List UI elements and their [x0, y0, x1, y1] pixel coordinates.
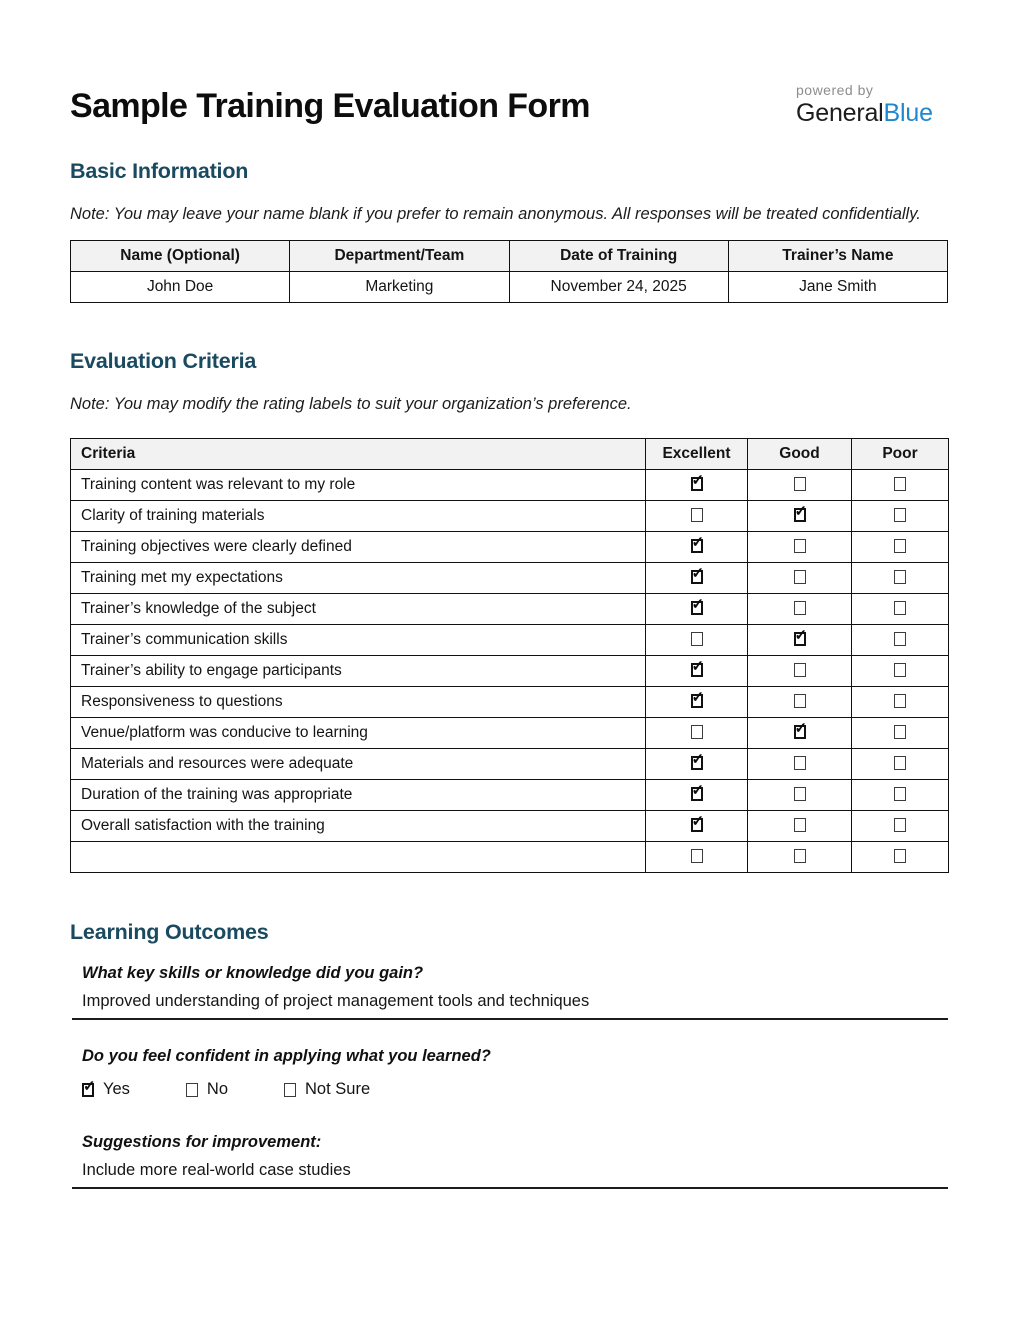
good-checkbox[interactable] — [794, 570, 806, 584]
learning-outcomes-section — [70, 920, 948, 1189]
column-header-department: Department/Team — [290, 241, 509, 272]
column-header-criteria: Criteria — [71, 439, 646, 470]
rating-cell-poor — [852, 625, 949, 656]
rating-cell-poor — [852, 811, 949, 842]
poor-checkbox[interactable] — [894, 849, 906, 863]
rating-cell-poor — [852, 470, 949, 501]
generalblue-logo — [796, 82, 948, 128]
column-header-name: Name (Optional) — [71, 241, 290, 272]
rating-cell-good — [748, 811, 852, 842]
poor-checkbox[interactable] — [894, 477, 906, 491]
criteria-label: Trainer’s ability to engage participants — [71, 656, 646, 687]
excellent-checkbox[interactable] — [691, 694, 703, 708]
confidence-question-block — [72, 1047, 948, 1099]
rating-cell-excellent — [646, 749, 748, 780]
logo-general-text: General — [796, 99, 884, 127]
skills-answer-field[interactable] — [72, 992, 948, 1020]
name-field[interactable]: John Doe — [71, 272, 290, 303]
suggestions-question: Suggestions for improvement: — [82, 1133, 322, 1151]
poor-checkbox[interactable] — [894, 663, 906, 677]
rating-cell-good — [748, 842, 852, 873]
good-checkbox[interactable] — [794, 663, 806, 677]
excellent-checkbox[interactable] — [691, 570, 703, 584]
criteria-label: Trainer’s knowledge of the subject — [71, 594, 646, 625]
column-header-trainer: Trainer’s Name — [728, 241, 947, 272]
rating-cell-poor — [852, 749, 949, 780]
powered-by-text: powered by — [796, 82, 874, 98]
excellent-checkbox[interactable] — [691, 725, 703, 739]
rating-cell-excellent — [646, 594, 748, 625]
rating-cell-poor — [852, 718, 949, 749]
suggestions-answer-field[interactable] — [72, 1161, 948, 1189]
skills-question-block — [72, 964, 948, 1020]
criteria-table-row — [71, 718, 949, 749]
logo-blue-text: Blue — [883, 99, 933, 127]
criteria-table-row — [71, 532, 949, 563]
criteria-label: Training met my expectations — [71, 563, 646, 594]
excellent-checkbox[interactable] — [691, 477, 703, 491]
excellent-checkbox[interactable] — [691, 818, 703, 832]
good-checkbox[interactable] — [794, 694, 806, 708]
rating-cell-good — [748, 718, 852, 749]
criteria-table-row — [71, 625, 949, 656]
criteria-label: Trainer’s communication skills — [71, 625, 646, 656]
criteria-table-header-row — [71, 439, 949, 470]
poor-checkbox[interactable] — [894, 756, 906, 770]
rating-cell-excellent — [646, 532, 748, 563]
rating-cell-poor — [852, 687, 949, 718]
info-table-header-row — [71, 241, 948, 272]
criteria-table-row — [71, 811, 949, 842]
excellent-checkbox[interactable] — [691, 787, 703, 801]
rating-cell-good — [748, 594, 852, 625]
poor-checkbox[interactable] — [894, 601, 906, 615]
evaluation-criteria-section — [70, 349, 948, 873]
rating-cell-good — [748, 563, 852, 594]
good-checkbox[interactable] — [794, 477, 806, 491]
good-checkbox[interactable] — [794, 725, 806, 739]
criteria-table-row — [71, 470, 949, 501]
option-checkbox[interactable] — [284, 1083, 296, 1097]
training-date-field[interactable]: November 24, 2025 — [509, 272, 728, 303]
learning-outcomes-heading: Learning Outcomes — [70, 920, 269, 944]
poor-checkbox[interactable] — [894, 725, 906, 739]
good-checkbox[interactable] — [794, 756, 806, 770]
excellent-checkbox[interactable] — [691, 539, 703, 553]
suggestions-answer-text: Include more real-world case studies — [82, 1161, 351, 1179]
option-label: Yes — [103, 1080, 130, 1098]
basic-information-section — [70, 159, 948, 303]
column-header-date: Date of Training — [509, 241, 728, 272]
criteria-table-row — [71, 842, 949, 873]
criteria-table-row — [71, 780, 949, 811]
evaluation-criteria-note: Note: You may modify the rating labels to suit your organization’s preference. — [70, 395, 632, 413]
confidence-options — [72, 1080, 948, 1099]
poor-checkbox[interactable] — [894, 508, 906, 522]
rating-cell-excellent — [646, 780, 748, 811]
criteria-table-row — [71, 501, 949, 532]
criteria-table-row — [71, 656, 949, 687]
rating-cell-poor — [852, 842, 949, 873]
skills-question: What key skills or knowledge did you gain? — [82, 964, 424, 982]
option-label: No — [206, 1080, 229, 1098]
rating-cell-good — [748, 470, 852, 501]
confidence-option[interactable] — [186, 1080, 228, 1099]
rating-cell-excellent — [646, 687, 748, 718]
good-checkbox[interactable] — [794, 818, 806, 832]
column-header-good: Good — [748, 439, 852, 470]
rating-cell-excellent — [646, 563, 748, 594]
criteria-label: Training objectives were clearly defined — [71, 532, 646, 563]
good-checkbox[interactable] — [794, 539, 806, 553]
rating-cell-poor — [852, 594, 949, 625]
rating-cell-excellent — [646, 501, 748, 532]
rating-cell-excellent — [646, 470, 748, 501]
trainer-name-field[interactable]: Jane Smith — [728, 272, 947, 303]
excellent-checkbox[interactable] — [691, 663, 703, 677]
good-checkbox[interactable] — [794, 849, 806, 863]
rating-cell-good — [748, 501, 852, 532]
page-title: Sample Training Evaluation Form — [70, 87, 590, 125]
basic-information-heading: Basic Information — [70, 159, 249, 183]
excellent-checkbox[interactable] — [691, 849, 703, 863]
rating-cell-poor — [852, 656, 949, 687]
rating-cell-excellent — [646, 811, 748, 842]
rating-cell-good — [748, 532, 852, 563]
good-checkbox[interactable] — [794, 632, 806, 646]
rating-cell-excellent — [646, 625, 748, 656]
excellent-checkbox[interactable] — [691, 601, 703, 615]
good-checkbox[interactable] — [794, 601, 806, 615]
evaluation-criteria-heading: Evaluation Criteria — [70, 349, 257, 373]
evaluation-criteria-table — [70, 438, 949, 873]
criteria-label: Venue/platform was conducive to learning — [71, 718, 646, 749]
poor-checkbox[interactable] — [894, 787, 906, 801]
rating-cell-good — [748, 656, 852, 687]
poor-checkbox[interactable] — [894, 632, 906, 646]
excellent-checkbox[interactable] — [691, 756, 703, 770]
criteria-label: Training content was relevant to my role — [71, 470, 646, 501]
rating-cell-excellent — [646, 656, 748, 687]
poor-checkbox[interactable] — [894, 694, 906, 708]
criteria-table-row — [71, 594, 949, 625]
good-checkbox[interactable] — [794, 508, 806, 522]
option-checkbox[interactable] — [82, 1083, 94, 1097]
criteria-label — [71, 842, 646, 873]
good-checkbox[interactable] — [794, 787, 806, 801]
rating-cell-good — [748, 780, 852, 811]
skills-answer-text: Improved understanding of project management tools and techniques — [82, 992, 590, 1010]
confidence-question: Do you feel confident in applying what you learned? — [82, 1047, 491, 1065]
rating-cell-excellent — [646, 718, 748, 749]
info-table-value-row — [71, 272, 948, 303]
criteria-label: Duration of the training was appropriate — [71, 780, 646, 811]
criteria-label: Materials and resources were adequate — [71, 749, 646, 780]
poor-checkbox[interactable] — [894, 570, 906, 584]
brand-wordmark — [796, 99, 948, 128]
criteria-label: Responsiveness to questions — [71, 687, 646, 718]
rating-cell-good — [748, 687, 852, 718]
rating-cell-poor — [852, 563, 949, 594]
excellent-checkbox[interactable] — [691, 632, 703, 646]
criteria-label: Clarity of training materials — [71, 501, 646, 532]
department-field[interactable]: Marketing — [290, 272, 509, 303]
criteria-table-row — [71, 749, 949, 780]
suggestions-question-block — [72, 1133, 948, 1189]
basic-information-note: Note: You may leave your name blank if you prefer to remain anonymous. All responses will be treated confidentially. — [70, 205, 921, 223]
criteria-label: Overall satisfaction with the training — [71, 811, 646, 842]
confidence-option[interactable] — [82, 1080, 130, 1099]
option-checkbox[interactable] — [186, 1083, 198, 1097]
rating-cell-excellent — [646, 842, 748, 873]
criteria-table-row — [71, 563, 949, 594]
rating-cell-poor — [852, 780, 949, 811]
criteria-table-row — [71, 687, 949, 718]
basic-information-table — [70, 240, 948, 303]
poor-checkbox[interactable] — [894, 818, 906, 832]
rating-cell-poor — [852, 501, 949, 532]
column-header-poor: Poor — [852, 439, 949, 470]
column-header-excellent: Excellent — [646, 439, 748, 470]
confidence-option[interactable] — [284, 1080, 370, 1099]
rating-cell-good — [748, 625, 852, 656]
poor-checkbox[interactable] — [894, 539, 906, 553]
excellent-checkbox[interactable] — [691, 508, 703, 522]
rating-cell-good — [748, 749, 852, 780]
rating-cell-poor — [852, 532, 949, 563]
option-label: Not Sure — [305, 1080, 371, 1098]
document-header — [70, 82, 948, 128]
